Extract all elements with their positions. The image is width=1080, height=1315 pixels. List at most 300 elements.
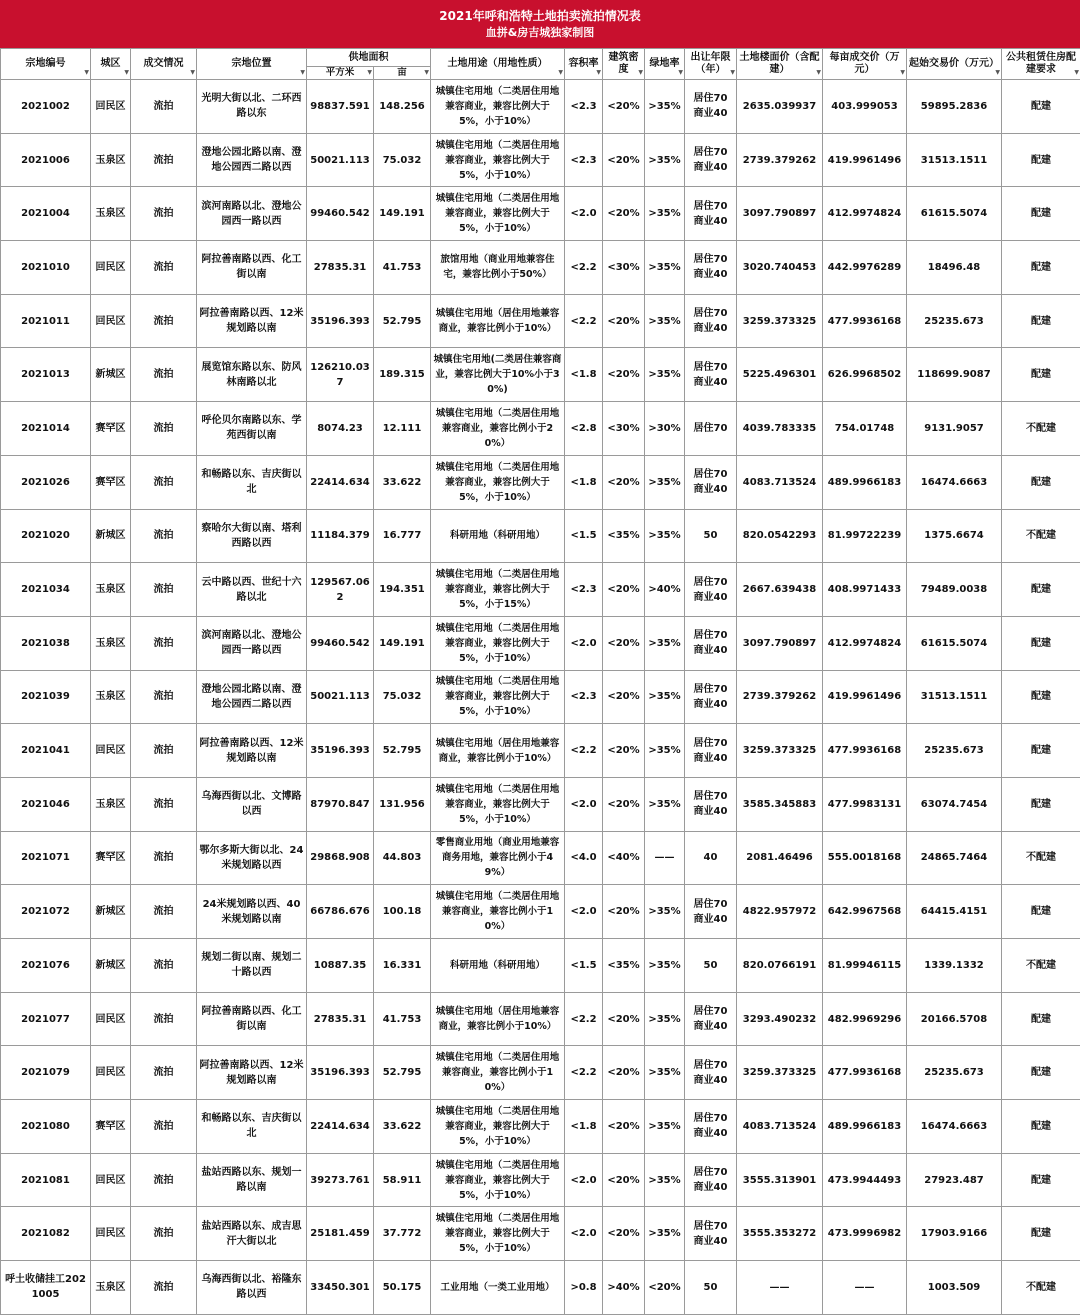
cell-green: >35% bbox=[645, 509, 685, 563]
cell-use: 旅馆用地（商业用地兼容住宅，兼容比例小于50%） bbox=[431, 241, 565, 295]
cell-use: 城镇住宅用地（二类居住用地兼容商业，兼容比例大于5%，小于10%） bbox=[431, 187, 565, 241]
table-row bbox=[1, 777, 1080, 831]
cell-far: <1.5 bbox=[565, 509, 603, 563]
cell-location: 阿拉善南路以西、化工街以南 bbox=[197, 241, 307, 295]
table-row bbox=[1, 241, 1080, 295]
cell-id: 2021081 bbox=[1, 1153, 91, 1207]
cell-floor-price: 2081.46496 bbox=[737, 831, 823, 885]
cell-status: 流拍 bbox=[131, 187, 197, 241]
cell-area-sqm: 33450.301 bbox=[307, 1261, 374, 1315]
cell-area-sqm: 99460.542 bbox=[307, 616, 374, 670]
cell-mu-price: 489.9966183 bbox=[823, 1100, 907, 1154]
table-row bbox=[1, 992, 1080, 1046]
cell-id: 2021076 bbox=[1, 939, 91, 993]
cell-floor-price: 3585.345883 bbox=[737, 777, 823, 831]
cell-area-sqm: 50021.113 bbox=[307, 670, 374, 724]
cell-district: 回民区 bbox=[91, 992, 131, 1046]
cell-green: >35% bbox=[645, 1046, 685, 1100]
header-start-price[interactable]: 起始交易价（万元） ▼ bbox=[907, 49, 1002, 80]
cell-term: 居住70 商业40 bbox=[685, 885, 737, 939]
cell-area-mu: 12.111 bbox=[374, 402, 431, 456]
header-mu-price[interactable]: 每亩成交价（万元） ▼ bbox=[823, 49, 907, 80]
cell-start-price: 27923.487 bbox=[907, 1153, 1002, 1207]
table-row bbox=[1, 831, 1080, 885]
cell-area-mu: 33.622 bbox=[374, 1100, 431, 1154]
cell-start-price: 31513.1511 bbox=[907, 133, 1002, 187]
cell-far: <1.8 bbox=[565, 1100, 603, 1154]
cell-density: <40% bbox=[603, 831, 645, 885]
land-auction-table bbox=[0, 48, 1080, 1315]
cell-housing: 配建 bbox=[1002, 670, 1080, 724]
header-use[interactable]: 土地用途（用地性质） ▼ bbox=[431, 49, 565, 80]
cell-start-price: 79489.0038 bbox=[907, 563, 1002, 617]
cell-density: <20% bbox=[603, 348, 645, 402]
cell-housing: 配建 bbox=[1002, 1046, 1080, 1100]
cell-green: >35% bbox=[645, 939, 685, 993]
cell-area-sqm: 39273.761 bbox=[307, 1153, 374, 1207]
cell-id: 2021013 bbox=[1, 348, 91, 402]
table-row bbox=[1, 455, 1080, 509]
cell-area-sqm: 35196.393 bbox=[307, 724, 374, 778]
cell-far: <2.2 bbox=[565, 294, 603, 348]
cell-far: <2.2 bbox=[565, 1046, 603, 1100]
cell-use: 城镇住宅用地（居住用地兼容商业，兼容比例小于10%） bbox=[431, 724, 565, 778]
cell-far: <1.5 bbox=[565, 939, 603, 993]
cell-id: 呼土收储挂工2021005 bbox=[1, 1261, 91, 1315]
cell-far: <2.2 bbox=[565, 241, 603, 295]
cell-far: <2.0 bbox=[565, 1153, 603, 1207]
cell-status: 流拍 bbox=[131, 509, 197, 563]
cell-start-price: 1375.6674 bbox=[907, 509, 1002, 563]
cell-density: <20% bbox=[603, 885, 645, 939]
cell-district: 赛罕区 bbox=[91, 1100, 131, 1154]
cell-area-mu: 189.315 bbox=[374, 348, 431, 402]
cell-status: 流拍 bbox=[131, 294, 197, 348]
cell-green: >35% bbox=[645, 455, 685, 509]
cell-district: 玉泉区 bbox=[91, 187, 131, 241]
cell-start-price: 59895.2836 bbox=[907, 80, 1002, 134]
cell-floor-price: 4083.713524 bbox=[737, 1100, 823, 1154]
cell-mu-price: 642.9967568 bbox=[823, 885, 907, 939]
cell-location: 盐站西路以东、规划一路以南 bbox=[197, 1153, 307, 1207]
cell-area-mu: 16.777 bbox=[374, 509, 431, 563]
cell-density: <20% bbox=[603, 724, 645, 778]
cell-district: 新城区 bbox=[91, 348, 131, 402]
cell-far: <2.0 bbox=[565, 1207, 603, 1261]
cell-density: <35% bbox=[603, 509, 645, 563]
cell-location: 规划二街以南、规划二十路以西 bbox=[197, 939, 307, 993]
cell-floor-price: 3293.490232 bbox=[737, 992, 823, 1046]
header-floor-price[interactable]: 土地楼面价（含配建） ▼ bbox=[737, 49, 823, 80]
table-row bbox=[1, 80, 1080, 134]
cell-area-mu: 41.753 bbox=[374, 992, 431, 1046]
cell-use: 科研用地（科研用地） bbox=[431, 939, 565, 993]
table-row bbox=[1, 1100, 1080, 1154]
cell-id: 2021014 bbox=[1, 402, 91, 456]
cell-term: 居住70 商业40 bbox=[685, 187, 737, 241]
cell-mu-price: 403.999053 bbox=[823, 80, 907, 134]
cell-status: 流拍 bbox=[131, 616, 197, 670]
cell-mu-price: 754.01748 bbox=[823, 402, 907, 456]
cell-term: 居住70 商业40 bbox=[685, 670, 737, 724]
cell-green: >35% bbox=[645, 885, 685, 939]
cell-district: 回民区 bbox=[91, 241, 131, 295]
table-subtitle: 血拼&房吉城独家制图 bbox=[0, 25, 1080, 41]
cell-housing: 配建 bbox=[1002, 187, 1080, 241]
cell-mu-price: 555.0018168 bbox=[823, 831, 907, 885]
cell-area-mu: 148.256 bbox=[374, 80, 431, 134]
cell-id: 2021046 bbox=[1, 777, 91, 831]
table-row bbox=[1, 885, 1080, 939]
cell-use: 城镇住宅用地（二类居住用地兼容商业，兼容比例大于5%，小于10%） bbox=[431, 1153, 565, 1207]
cell-area-sqm: 22414.634 bbox=[307, 1100, 374, 1154]
cell-green: —— bbox=[645, 831, 685, 885]
cell-density: <20% bbox=[603, 616, 645, 670]
cell-start-price: 61615.5074 bbox=[907, 187, 1002, 241]
cell-mu-price: 477.9936168 bbox=[823, 1046, 907, 1100]
cell-area-sqm: 8074.23 bbox=[307, 402, 374, 456]
cell-mu-price: 81.99722239 bbox=[823, 509, 907, 563]
cell-mu-price: 477.9936168 bbox=[823, 724, 907, 778]
cell-density: <20% bbox=[603, 992, 645, 1046]
cell-start-price: 61615.5074 bbox=[907, 616, 1002, 670]
cell-area-sqm: 35196.393 bbox=[307, 294, 374, 348]
cell-status: 流拍 bbox=[131, 1207, 197, 1261]
cell-location: 阿拉善南路以西、12米规划路以南 bbox=[197, 1046, 307, 1100]
cell-district: 赛罕区 bbox=[91, 455, 131, 509]
cell-id: 2021080 bbox=[1, 1100, 91, 1154]
cell-area-sqm: 25181.459 bbox=[307, 1207, 374, 1261]
cell-status: 流拍 bbox=[131, 455, 197, 509]
cell-district: 玉泉区 bbox=[91, 1261, 131, 1315]
cell-mu-price: 419.9961496 bbox=[823, 670, 907, 724]
cell-green: >35% bbox=[645, 670, 685, 724]
cell-id: 2021082 bbox=[1, 1207, 91, 1261]
cell-mu-price: 489.9966183 bbox=[823, 455, 907, 509]
cell-area-mu: 33.622 bbox=[374, 455, 431, 509]
cell-green: <20% bbox=[645, 1261, 685, 1315]
cell-id: 2021039 bbox=[1, 670, 91, 724]
cell-mu-price: 412.9974824 bbox=[823, 187, 907, 241]
cell-location: 阿拉善南路以西、12米规划路以南 bbox=[197, 724, 307, 778]
cell-far: <4.0 bbox=[565, 831, 603, 885]
cell-housing: 配建 bbox=[1002, 1100, 1080, 1154]
cell-floor-price: 3259.373325 bbox=[737, 294, 823, 348]
cell-housing: 配建 bbox=[1002, 1153, 1080, 1207]
cell-start-price: 16474.6663 bbox=[907, 455, 1002, 509]
header-term[interactable]: 出让年限（年） ▼ bbox=[685, 49, 737, 80]
cell-area-sqm: 27835.31 bbox=[307, 241, 374, 295]
cell-far: <2.3 bbox=[565, 670, 603, 724]
cell-green: >35% bbox=[645, 992, 685, 1046]
table-row bbox=[1, 1207, 1080, 1261]
table-row bbox=[1, 563, 1080, 617]
cell-density: <20% bbox=[603, 294, 645, 348]
cell-green: >40% bbox=[645, 563, 685, 617]
cell-district: 玉泉区 bbox=[91, 133, 131, 187]
cell-green: >35% bbox=[645, 187, 685, 241]
cell-housing: 配建 bbox=[1002, 616, 1080, 670]
header-area-group: 供地面积 bbox=[307, 49, 431, 67]
cell-area-sqm: 129567.062 bbox=[307, 563, 374, 617]
cell-far: <2.0 bbox=[565, 187, 603, 241]
cell-far: <2.3 bbox=[565, 133, 603, 187]
cell-start-price: 31513.1511 bbox=[907, 670, 1002, 724]
cell-mu-price: 477.9936168 bbox=[823, 294, 907, 348]
table-row bbox=[1, 1046, 1080, 1100]
cell-floor-price: 3555.353272 bbox=[737, 1207, 823, 1261]
cell-use: 工业用地（一类工业用地） bbox=[431, 1261, 565, 1315]
header-far[interactable]: 容积率 ▼ bbox=[565, 49, 603, 80]
cell-id: 2021077 bbox=[1, 992, 91, 1046]
cell-term: 50 bbox=[685, 939, 737, 993]
cell-location: 云中路以西、世纪十六路以北 bbox=[197, 563, 307, 617]
cell-density: <30% bbox=[603, 402, 645, 456]
cell-area-mu: 149.191 bbox=[374, 616, 431, 670]
cell-location: 澄地公园北路以南、澄地公园西二路以西 bbox=[197, 670, 307, 724]
cell-use: 城镇住宅用地（二类居住用地兼容商业，兼容比例大于5%，小于10%） bbox=[431, 670, 565, 724]
cell-area-mu: 194.351 bbox=[374, 563, 431, 617]
cell-mu-price: 419.9961496 bbox=[823, 133, 907, 187]
cell-start-price: 16474.6663 bbox=[907, 1100, 1002, 1154]
cell-area-sqm: 11184.379 bbox=[307, 509, 374, 563]
cell-location: 滨河南路以北、澄地公园西一路以西 bbox=[197, 187, 307, 241]
cell-area-mu: 41.753 bbox=[374, 241, 431, 295]
table-row bbox=[1, 509, 1080, 563]
cell-green: >35% bbox=[645, 241, 685, 295]
cell-green: >35% bbox=[645, 616, 685, 670]
cell-start-price: 118699.9087 bbox=[907, 348, 1002, 402]
cell-floor-price: 2635.039937 bbox=[737, 80, 823, 134]
cell-floor-price: 3259.373325 bbox=[737, 1046, 823, 1100]
header-density[interactable]: 建筑密度 ▼ bbox=[603, 49, 645, 80]
cell-far: <2.8 bbox=[565, 402, 603, 456]
cell-density: <30% bbox=[603, 241, 645, 295]
header-district[interactable]: 城区 ▼ bbox=[91, 49, 131, 80]
cell-term: 居住70 商业40 bbox=[685, 563, 737, 617]
cell-term: 50 bbox=[685, 509, 737, 563]
cell-far: <1.8 bbox=[565, 455, 603, 509]
cell-district: 赛罕区 bbox=[91, 402, 131, 456]
cell-area-mu: 52.795 bbox=[374, 724, 431, 778]
header-green[interactable]: 绿地率 ▼ bbox=[645, 49, 685, 80]
cell-housing: 配建 bbox=[1002, 1207, 1080, 1261]
cell-status: 流拍 bbox=[131, 133, 197, 187]
cell-id: 2021034 bbox=[1, 563, 91, 617]
cell-start-price: 25235.673 bbox=[907, 1046, 1002, 1100]
cell-density: <20% bbox=[603, 187, 645, 241]
cell-term: 居住70 商业40 bbox=[685, 1153, 737, 1207]
cell-green: >35% bbox=[645, 80, 685, 134]
header-location[interactable]: 宗地位置 ▼ bbox=[197, 49, 307, 80]
cell-mu-price: 408.9971433 bbox=[823, 563, 907, 617]
cell-area-sqm: 29868.908 bbox=[307, 831, 374, 885]
cell-start-price: 1339.1332 bbox=[907, 939, 1002, 993]
cell-floor-price: 820.0542293 bbox=[737, 509, 823, 563]
cell-use: 城镇住宅用地（居住用地兼容商业，兼容比例小于10%） bbox=[431, 992, 565, 1046]
cell-floor-price: 4822.957972 bbox=[737, 885, 823, 939]
cell-district: 回民区 bbox=[91, 1207, 131, 1261]
cell-housing: 配建 bbox=[1002, 563, 1080, 617]
cell-area-sqm: 98837.591 bbox=[307, 80, 374, 134]
cell-location: 鄂尔多斯大街以北、24米规划路以西 bbox=[197, 831, 307, 885]
table-row bbox=[1, 133, 1080, 187]
header-area-sqm[interactable]: 平方米 ▼ bbox=[307, 67, 374, 80]
cell-area-mu: 75.032 bbox=[374, 670, 431, 724]
cell-far: <2.0 bbox=[565, 616, 603, 670]
header-area-mu[interactable]: 亩 ▼ bbox=[374, 67, 431, 80]
cell-area-mu: 75.032 bbox=[374, 133, 431, 187]
cell-housing: 配建 bbox=[1002, 348, 1080, 402]
cell-floor-price: 3097.790897 bbox=[737, 187, 823, 241]
cell-housing: 不配建 bbox=[1002, 939, 1080, 993]
cell-term: 居住70 商业40 bbox=[685, 724, 737, 778]
cell-id: 2021002 bbox=[1, 80, 91, 134]
cell-floor-price: 4083.713524 bbox=[737, 455, 823, 509]
cell-term: 居住70 bbox=[685, 402, 737, 456]
cell-start-price: 25235.673 bbox=[907, 724, 1002, 778]
cell-location: 察哈尔大街以南、塔利西路以西 bbox=[197, 509, 307, 563]
cell-district: 赛罕区 bbox=[91, 831, 131, 885]
table-row bbox=[1, 187, 1080, 241]
cell-far: <2.0 bbox=[565, 777, 603, 831]
cell-use: 零售商业用地（商业用地兼容商务用地，兼容比例小于49%） bbox=[431, 831, 565, 885]
cell-use: 城镇住宅用地（二类居住用地兼容商业，兼容比例大于5%，小于10%） bbox=[431, 777, 565, 831]
cell-area-mu: 131.956 bbox=[374, 777, 431, 831]
cell-location: 乌海西街以北、文博路以西 bbox=[197, 777, 307, 831]
cell-district: 新城区 bbox=[91, 885, 131, 939]
cell-far: <2.3 bbox=[565, 563, 603, 617]
cell-status: 流拍 bbox=[131, 1100, 197, 1154]
table-row bbox=[1, 294, 1080, 348]
cell-location: 盐站西路以东、成吉思汗大街以北 bbox=[197, 1207, 307, 1261]
header-id[interactable]: 宗地编号 ▼ bbox=[1, 49, 91, 80]
cell-location: 和畅路以东、吉庆街以北 bbox=[197, 1100, 307, 1154]
cell-density: <20% bbox=[603, 1153, 645, 1207]
cell-area-mu: 52.795 bbox=[374, 1046, 431, 1100]
cell-status: 流拍 bbox=[131, 939, 197, 993]
cell-use: 城镇住宅用地（二类居住用地兼容商业，兼容比例大于5%，小于10%） bbox=[431, 455, 565, 509]
cell-area-mu: 37.772 bbox=[374, 1207, 431, 1261]
header-housing[interactable]: 公共租赁住房配建要求 ▼ bbox=[1002, 49, 1080, 80]
cell-district: 回民区 bbox=[91, 294, 131, 348]
cell-id: 2021006 bbox=[1, 133, 91, 187]
cell-status: 流拍 bbox=[131, 885, 197, 939]
cell-start-price: 25235.673 bbox=[907, 294, 1002, 348]
cell-status: 流拍 bbox=[131, 1046, 197, 1100]
cell-district: 回民区 bbox=[91, 724, 131, 778]
cell-district: 回民区 bbox=[91, 80, 131, 134]
cell-start-price: 17903.9166 bbox=[907, 1207, 1002, 1261]
cell-mu-price: 473.9944493 bbox=[823, 1153, 907, 1207]
cell-floor-price: 3097.790897 bbox=[737, 616, 823, 670]
cell-floor-price: 820.0766191 bbox=[737, 939, 823, 993]
cell-district: 玉泉区 bbox=[91, 670, 131, 724]
cell-term: 居住70 商业40 bbox=[685, 992, 737, 1046]
cell-area-sqm: 66786.676 bbox=[307, 885, 374, 939]
cell-green: >35% bbox=[645, 1153, 685, 1207]
cell-green: >35% bbox=[645, 348, 685, 402]
cell-term: 居住70 商业40 bbox=[685, 133, 737, 187]
cell-far: <1.8 bbox=[565, 348, 603, 402]
cell-far: <2.3 bbox=[565, 80, 603, 134]
cell-floor-price: 2667.639438 bbox=[737, 563, 823, 617]
cell-density: <20% bbox=[603, 133, 645, 187]
cell-area-sqm: 50021.113 bbox=[307, 133, 374, 187]
cell-housing: 不配建 bbox=[1002, 402, 1080, 456]
cell-id: 2021020 bbox=[1, 509, 91, 563]
cell-area-mu: 52.795 bbox=[374, 294, 431, 348]
cell-housing: 配建 bbox=[1002, 724, 1080, 778]
cell-location: 24米规划路以西、40米规划路以南 bbox=[197, 885, 307, 939]
cell-term: 50 bbox=[685, 1261, 737, 1315]
cell-district: 回民区 bbox=[91, 1153, 131, 1207]
cell-status: 流拍 bbox=[131, 670, 197, 724]
cell-start-price: 24865.7464 bbox=[907, 831, 1002, 885]
cell-area-sqm: 126210.037 bbox=[307, 348, 374, 402]
cell-term: 居住70 商业40 bbox=[685, 777, 737, 831]
cell-start-price: 1003.509 bbox=[907, 1261, 1002, 1315]
cell-far: >0.8 bbox=[565, 1261, 603, 1315]
cell-status: 流拍 bbox=[131, 992, 197, 1046]
cell-term: 居住70 商业40 bbox=[685, 80, 737, 134]
cell-housing: 配建 bbox=[1002, 992, 1080, 1046]
table-row bbox=[1, 402, 1080, 456]
cell-id: 2021026 bbox=[1, 455, 91, 509]
cell-far: <2.2 bbox=[565, 992, 603, 1046]
cell-mu-price: 442.9976289 bbox=[823, 241, 907, 295]
cell-start-price: 9131.9057 bbox=[907, 402, 1002, 456]
cell-term: 居住70 商业40 bbox=[685, 455, 737, 509]
cell-id: 2021038 bbox=[1, 616, 91, 670]
cell-id: 2021004 bbox=[1, 187, 91, 241]
cell-term: 居住70 商业40 bbox=[685, 241, 737, 295]
cell-id: 2021011 bbox=[1, 294, 91, 348]
cell-housing: 配建 bbox=[1002, 294, 1080, 348]
cell-start-price: 20166.5708 bbox=[907, 992, 1002, 1046]
cell-floor-price: 3259.373325 bbox=[737, 724, 823, 778]
cell-use: 城镇住宅用地（二类居住用地兼容商业，兼容比例小于10%） bbox=[431, 885, 565, 939]
cell-floor-price: 3020.740453 bbox=[737, 241, 823, 295]
cell-start-price: 18496.48 bbox=[907, 241, 1002, 295]
cell-district: 回民区 bbox=[91, 1046, 131, 1100]
table-row bbox=[1, 1153, 1080, 1207]
cell-green: >35% bbox=[645, 724, 685, 778]
cell-green: >35% bbox=[645, 1207, 685, 1261]
header-status[interactable]: 成交情况 ▼ bbox=[131, 49, 197, 80]
cell-use: 城镇住宅用地（二类居住用地兼容商业，兼容比例大于5%，小于15%） bbox=[431, 563, 565, 617]
cell-mu-price: —— bbox=[823, 1261, 907, 1315]
cell-status: 流拍 bbox=[131, 402, 197, 456]
cell-status: 流拍 bbox=[131, 724, 197, 778]
cell-start-price: 63074.7454 bbox=[907, 777, 1002, 831]
cell-location: 展览馆东路以东、防风林南路以北 bbox=[197, 348, 307, 402]
cell-mu-price: 473.9996982 bbox=[823, 1207, 907, 1261]
cell-floor-price: 4039.783335 bbox=[737, 402, 823, 456]
cell-use: 城镇住宅用地（二类居住用地兼容商业，兼容比例大于5%，小于10%） bbox=[431, 133, 565, 187]
cell-floor-price: 5225.496301 bbox=[737, 348, 823, 402]
cell-green: >35% bbox=[645, 133, 685, 187]
table-row bbox=[1, 616, 1080, 670]
table-row bbox=[1, 939, 1080, 993]
cell-green: >30% bbox=[645, 402, 685, 456]
cell-id: 2021072 bbox=[1, 885, 91, 939]
cell-district: 玉泉区 bbox=[91, 616, 131, 670]
cell-location: 光明大街以北、二环西路以东 bbox=[197, 80, 307, 134]
cell-start-price: 64415.4151 bbox=[907, 885, 1002, 939]
cell-term: 居住70 商业40 bbox=[685, 616, 737, 670]
cell-status: 流拍 bbox=[131, 563, 197, 617]
